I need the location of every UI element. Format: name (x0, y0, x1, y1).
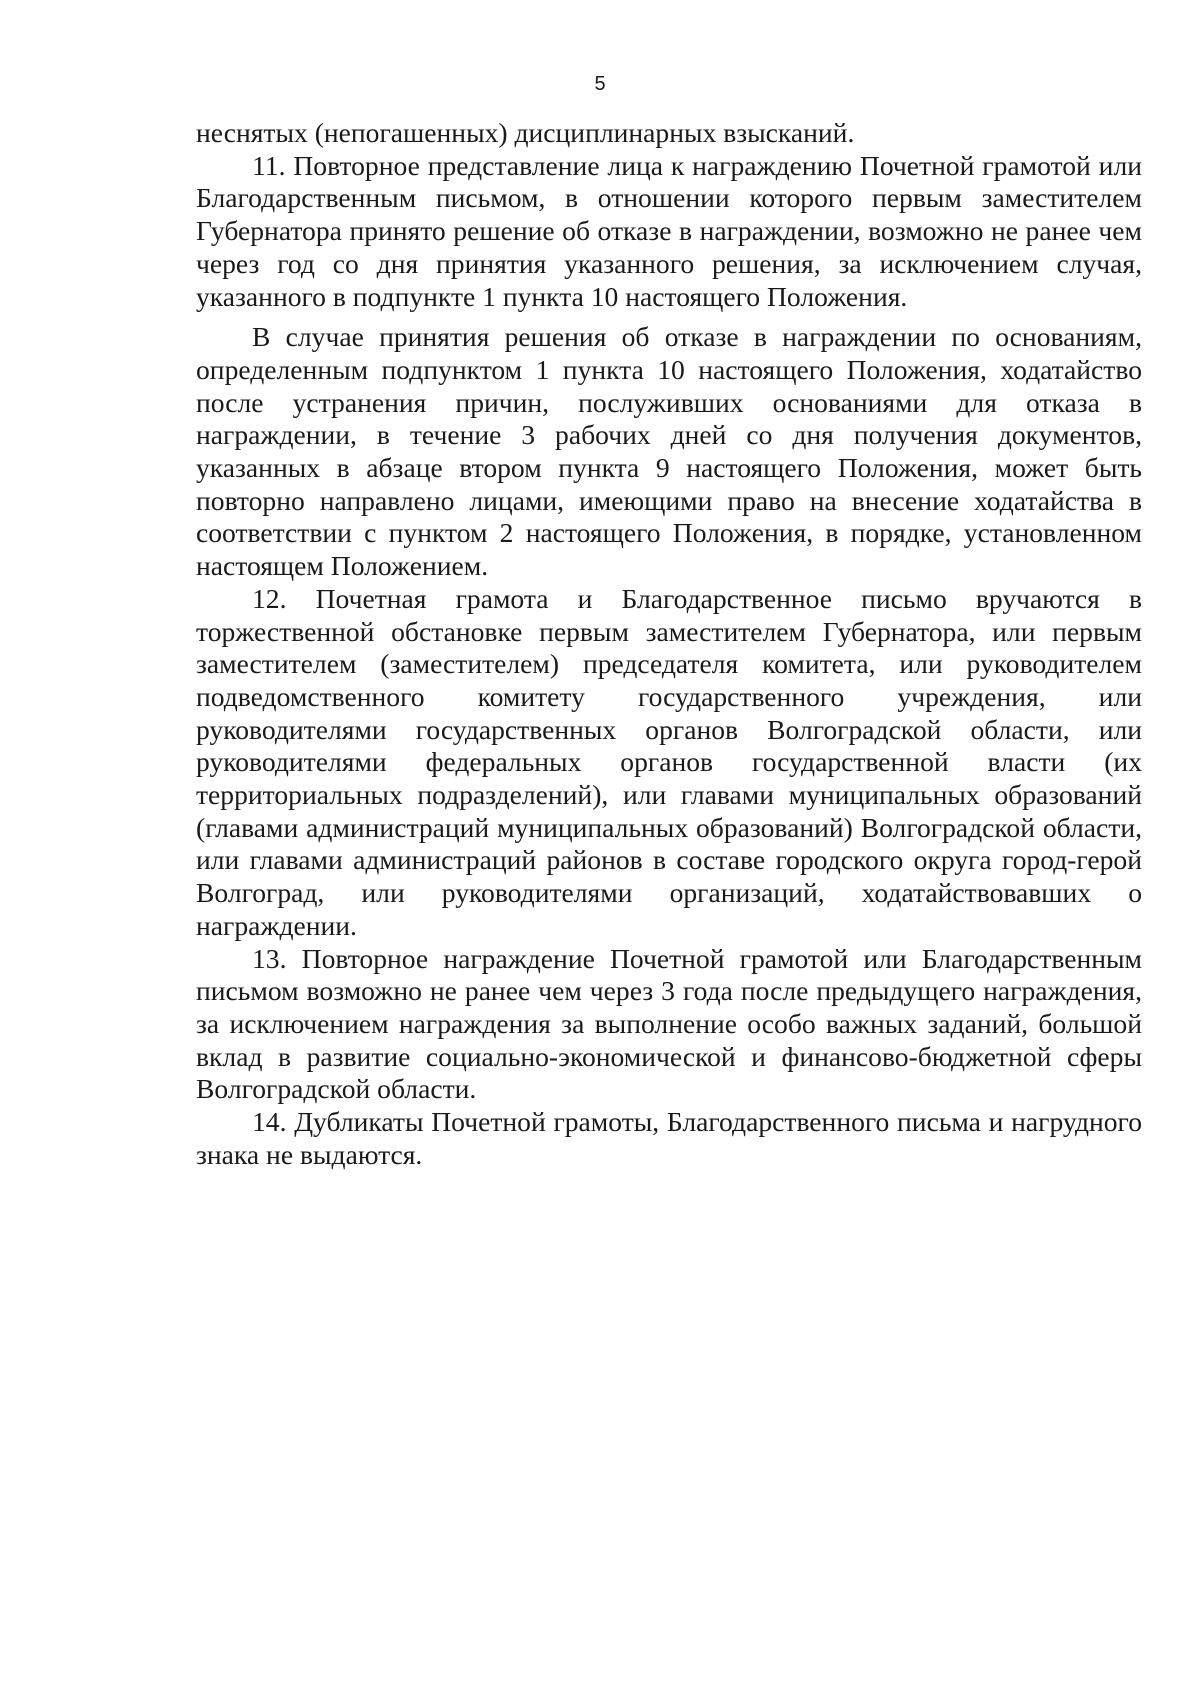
paragraph-item-11-second: В случае принятия решения об отказе в награждении по основаниям, определенным подпунктом 1 пункта 10 настоящего Положения, ходатайство после устранения причин, послуживших основаниями для отказа в награждении, в течение 3 рабочих дней со дня получения документов, указанных в абзаце втором пункта 9 настоящего Положения, может быть повторно направлено лицами, имеющими право на внесение ходатайства в соответствии с пунктом 2 настоящего Положения, в порядке, установленном настоящем Положением. (196, 321, 1142, 582)
document-body (196, 117, 1142, 1172)
paragraph-item-14: 14. Дубликаты Почетной грамоты, Благодарственного письма и нагрудного знака не выдаются. (196, 1106, 1142, 1170)
paragraph-item-12: 12. Почетная грамота и Благодарственное письмо вручаются в торжественной обстановке первым заместителем Губернатора, или первым заместителем (заместителем) председателя комитета, или руководителем подведомственного комитету государственного учреждения, или руководителями государственных органов Волгоградской области, или руководителями федеральных органов государственной власти (их территориальных подразделений), или главами муниципальных образований (главами администраций муниципальных образований) Волгоградской области, или главами администраций районов в составе городского округа город-герой Волгоград, или руководителями организаций, ходатайствовавших о награждении. (196, 582, 1142, 941)
page-number: 5 (594, 73, 606, 95)
paragraph-continuation: неснятых (непогашенных) дисциплинарных взысканий. (196, 117, 855, 148)
paragraph-item-13: 13. Повторное награждение Почетной грамотой или Благодарственным письмом возможно не ранее чем через 3 года после предыдущего награждения, за исключением награждения за выполнение особо важных заданий, большой вклад в развитие социально-экономической и финансово-бюджетной сферы Волгоградской области. (196, 942, 1142, 1105)
paragraph-item-11: 11. Повторное представление лица к награждению Почетной грамотой или Благодарственным письмом, в отношении которого первым заместителем Губернатора принято решение об отказе в награждении, возможно не ранее чем через год со дня принятия указанного решения, за исключением случая, указанного в подпункте 1 пункта 10 настоящего Положения. (196, 149, 1142, 312)
